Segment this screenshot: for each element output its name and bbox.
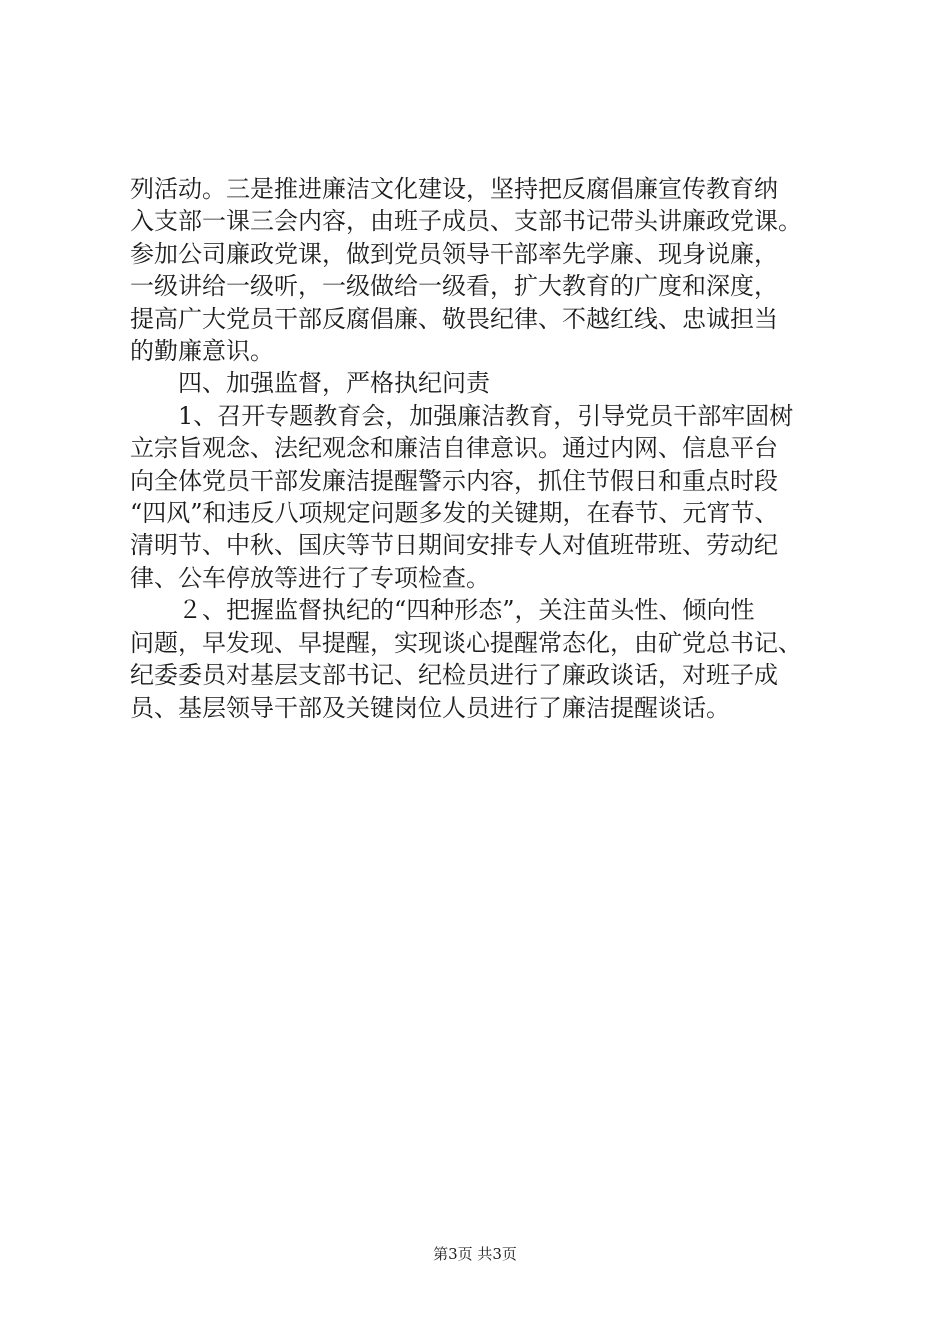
text-line: 律、公车停放等进行了专项检查。: [130, 563, 490, 592]
text-line: 员、基层领导干部及关键岗位人员进行了廉洁提醒谈话。: [130, 693, 730, 722]
page-footer: 第3页 共3页: [433, 1245, 517, 1263]
text-line: 参加公司廉政党课，做到党员领导干部率先学廉、现身说廉，: [130, 239, 778, 268]
text-line: ２、把握监督执纪的“四种形态”，关注苗头性、倾向性: [178, 596, 755, 625]
text-line: 立宗旨观念、法纪观念和廉洁自律意识。通过内网、信息平台: [130, 434, 778, 463]
text-line: 列活动。三是推进廉洁文化建设，坚持把反腐倡廉宣传教育纳: [130, 175, 778, 203]
text-line: 清明节、中秋、国庆等节日期间安排专人对值班带班、劳动纪: [130, 531, 778, 560]
text-line: 纪委委员对基层支部书记、纪检员进行了廉政谈话，对班子成: [130, 661, 778, 690]
text-line: 的勤廉意识。: [130, 337, 274, 366]
text-line: 问题，早发现、早提醒，实现谈心提醒常态化，由矿党总书记、: [130, 628, 802, 657]
text-line: 入支部一课三会内容，由班子成员、支部书记带头讲廉政党课。: [130, 207, 802, 236]
text-line: “四风”和违反八项规定问题多发的关键期，在春节、元宵节、: [130, 499, 779, 528]
text-line: 提高广大党员干部反腐倡廉、敬畏纪律、不越红线、忠诚担当: [130, 304, 778, 333]
text-line: 一级讲给一级听，一级做给一级看，扩大教育的广度和深度，: [130, 272, 778, 301]
text-line: 向全体党员干部发廉洁提醒警示内容，抓住节假日和重点时段: [130, 466, 778, 495]
document-body: [130, 173, 835, 724]
section-heading: 四、加强监督，严格执纪问责: [178, 369, 490, 398]
text-line: 1、召开专题教育会，加强廉洁教育，引导党员干部牢固树: [178, 401, 794, 430]
